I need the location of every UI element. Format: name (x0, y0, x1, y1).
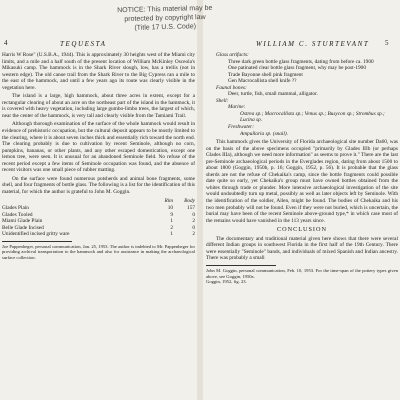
bone-text: Deer, turtle, fish, small mammal, alligator. (228, 91, 318, 98)
row-body: 157 (187, 205, 195, 212)
left-paragraph-2: The island is a large, high hammock, about three acres in extent, except for a rectangular clearing of about an acre on the northeast part of the island in the hammock, it is covered with heavy vegetation, including large gumbo-limbo trees, the largest of which, near the center of the hammock, is very tall and clearly visible from the Tamiami Trail. (2, 93, 195, 119)
pottery-table (2, 198, 195, 237)
table-row (2, 231, 195, 238)
page-gutter (197, 0, 203, 400)
stamp-line-3: (Title 17 U.S. Code) (134, 23, 197, 32)
left-running-head: TEQUESTA (60, 40, 107, 48)
body-header: Body (184, 198, 195, 205)
freshwater-label: Freshwater: (228, 124, 254, 131)
row-name: Glades Tooled (2, 211, 33, 218)
left-column (2, 52, 195, 261)
row-name: Glades Plain (2, 205, 29, 212)
row-rim: 1 (170, 231, 173, 238)
stamp-line-1: NOTICE: This material may be (117, 4, 213, 15)
freshwater-text: Ampullaria sp. (snail). (240, 130, 288, 137)
row-rim: 2 (170, 224, 173, 231)
copyright-stamp (110, 4, 221, 34)
marine-text: Ostrea sp.; Macrocallista sp.; Venus sp.; Busycon sp.; Strombus sp.; Lucina sp. (240, 110, 385, 124)
footnote-rule (2, 241, 72, 242)
row-body: 2 (192, 218, 195, 225)
right-running-head: WILLIAM C. STURTEVANT (256, 40, 370, 48)
row-body: 0 (192, 211, 195, 218)
row-rim: 1 (170, 218, 173, 225)
row-name: Unidentified incised gritty ware (2, 231, 70, 238)
rim-header: Rim (164, 198, 173, 205)
glass-label: Glass artifacts: (216, 52, 249, 58)
section-title: CONCLUSION (277, 226, 327, 234)
left-paragraph-1: Harris W Rose" (U.S.B.A., 1944). This is approximately 30 heights west of the Miami city limits, and a mile and a half south of the present location of William McKinley Osceola's Mikasuki camp. The hammock is in the Shark River slough, low, has a trellis (not in western edge). The old canoe trail from the Shark River to the Big Cypress ran a mile to the east of the hammock, and until a few years ago its route was clearly visible in the vegetation here. (2, 52, 195, 91)
glass-item: One patinated clear bottle glass fragment, why may be post-1900 (228, 65, 366, 72)
row-rim: 9 (170, 211, 173, 218)
left-page-number: 4 (4, 39, 8, 47)
left-paragraph-4: On the surface were found numerous potsherds and animal bone fragments, some shell, and four fragments of bottle glass. The following is a list for the identification of this material, for which the author is grateful to John M. Goggin. (2, 175, 195, 195)
bone-label: Faunal bones: (216, 84, 247, 91)
right-column (206, 52, 398, 285)
shell-label: Shell: (216, 97, 229, 104)
right-footnote-1: John M. Goggin, personal communication, Feb. 10, 1953. For the time-span of the pottery types given above, see Goggin, 1950a. (206, 267, 398, 279)
row-name: Miami Glade Plain (2, 218, 43, 225)
right-page-number: 5 (385, 39, 389, 47)
glass-item: Three dark green bottle glass fragments, dating from before ca. 1900 (228, 58, 374, 65)
row-body: 0 (192, 224, 195, 231)
stamp-line-2: protected by copyright law (124, 13, 206, 24)
left-paragraph-3: Although thorough examination of the surface of the whole hammock would result in evidence of prehistoric occupation, but the cultural deposit appears to be mostly limited to the clearing, where it is about seven inches thick and essentially rich toward the north end. The clearing probably is due to cultivation by recent Seminole, although no corn, pumpkins, bananas, or other plants, and any other escaped domestication, except one lemon tree, were seen. It is unusual for an abandoned Seminole field. No refuse of the recent period except a few items of Seminole occupation was found, and the absence of recent visitors was one small piece of rubber matting. (2, 121, 195, 174)
glass-item: Gen Macrocallista shell knife ?? (228, 78, 297, 85)
left-footnote-1: Joe Pappenheger, personal communication, Jan. 25, 1953. The author is indebted to Mr. Pappenheger for providing archival transportation to the hammock and also for assistance in making the archaeological surface collection. (2, 243, 195, 260)
conclusion-paragraph: The documentary and traditional material given here shows that there were several different Indian groups in southwest Florida in the first half of the 19th Century. There were essentially "Seminole" bands, and individuals of mixed Spanish and Indian ancestry. There was probably a small (206, 235, 398, 262)
row-name: Belle Glade Incised (2, 224, 44, 231)
marine-label: Marine: (228, 104, 246, 111)
right-paragraph-1: This hammock gives the University of Florida archaeological site number Da60, was on the basis of the above specimens occupied "primarily by Glades IIIb (or perhaps Glades IIIa), although we need more information" as seems to prove it." There are the last pre-Seminole archaeological periods in the Everglades region, dating from about 1500 to about 1800 (Goggin, 1950b, p. 16; Goggin, 1952, p. 56). It is probable that the glass sherds are not the refuse of Chekaika's camp, since the bottle fragments could possible date quite so early, yet Chekaika's group must have owned bottles obtained from the whites through trade or plunder. More intensive archaeological investigation of the site would undoubtedly turn up metal, possibly as well as later objects left by Seminole. With the identification of the soldier, Allen, might be found. The bodies of Chekaika and his two men probably will not be found. Even if they were not buried, which is uncertain, the burial may have been of the recent Seminole above-ground type,* in which case most of the remains would have vanished in the 113 years since. (206, 139, 398, 224)
glass-item: Trade Bayonne shell pink fragment (228, 71, 303, 78)
row-body: 2 (192, 231, 195, 238)
footnote-rule (206, 265, 276, 266)
row-rim: 10 (167, 205, 173, 212)
right-footnote-2: Goggin, 1952, fig. 23. (206, 279, 247, 285)
